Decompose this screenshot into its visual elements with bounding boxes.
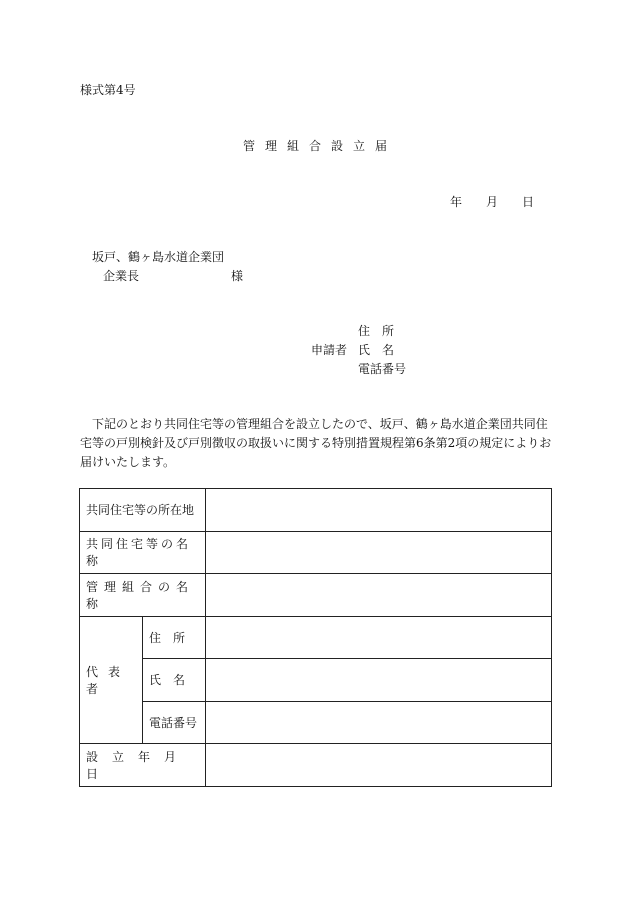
rep-name-label: 氏 名 <box>143 659 206 702</box>
rep-name-field[interactable] <box>206 659 552 702</box>
date-year-label: 年 <box>450 195 463 209</box>
applicant-role: 申請者 <box>311 343 348 357</box>
table-row <box>80 701 552 744</box>
building-name-label: 共同住宅等の名称 <box>80 531 206 574</box>
association-name-label: 管理組合の名称 <box>80 574 206 617</box>
rep-phone-label: 電話番号 <box>143 701 206 744</box>
applicant-block <box>311 322 406 379</box>
location-field[interactable] <box>206 489 552 532</box>
addressee <box>92 248 243 286</box>
applicant-phone-label: 電話番号 <box>358 362 407 376</box>
addressee-position: 企業長 <box>103 269 140 283</box>
established-date-field[interactable] <box>206 744 552 787</box>
addressee-honorific: 様 <box>231 269 244 283</box>
table-row <box>80 489 552 532</box>
rep-address-field[interactable] <box>206 616 552 659</box>
document-title: 管理組合設立届 <box>242 139 397 153</box>
form-number: 様式第4号 <box>80 83 136 97</box>
rep-phone-field[interactable] <box>206 701 552 744</box>
table-row <box>80 744 552 787</box>
applicant-name-label: 氏 名 <box>358 343 395 357</box>
building-name-field[interactable] <box>206 531 552 574</box>
table-row <box>80 659 552 702</box>
date-month-label: 月 <box>486 195 499 209</box>
date-day-label: 日 <box>522 195 535 209</box>
established-date-label: 設立年月日 <box>80 744 206 787</box>
association-name-field[interactable] <box>206 574 552 617</box>
table-row <box>80 616 552 659</box>
registration-table <box>79 488 552 787</box>
table-row <box>80 531 552 574</box>
submission-date <box>450 193 534 210</box>
location-label: 共同住宅等の所在地 <box>80 489 206 532</box>
addressee-line <box>92 267 243 286</box>
representative-label: 代表者 <box>80 616 143 744</box>
body-text: 下記のとおり共同住宅等の管理組合を設立したので、坂戸、鶴ヶ島水道企業団共同住宅等の戸別検針及び戸別徴収の取扱いに関する特別措置規程第6条第2項の規定によりお届けいたします。 <box>80 417 552 469</box>
table-row <box>80 574 552 617</box>
applicant-address-label: 住 所 <box>358 324 395 338</box>
addressee-org: 坂戸、鶴ヶ島水道企業団 <box>92 250 225 264</box>
rep-address-label: 住 所 <box>143 616 206 659</box>
